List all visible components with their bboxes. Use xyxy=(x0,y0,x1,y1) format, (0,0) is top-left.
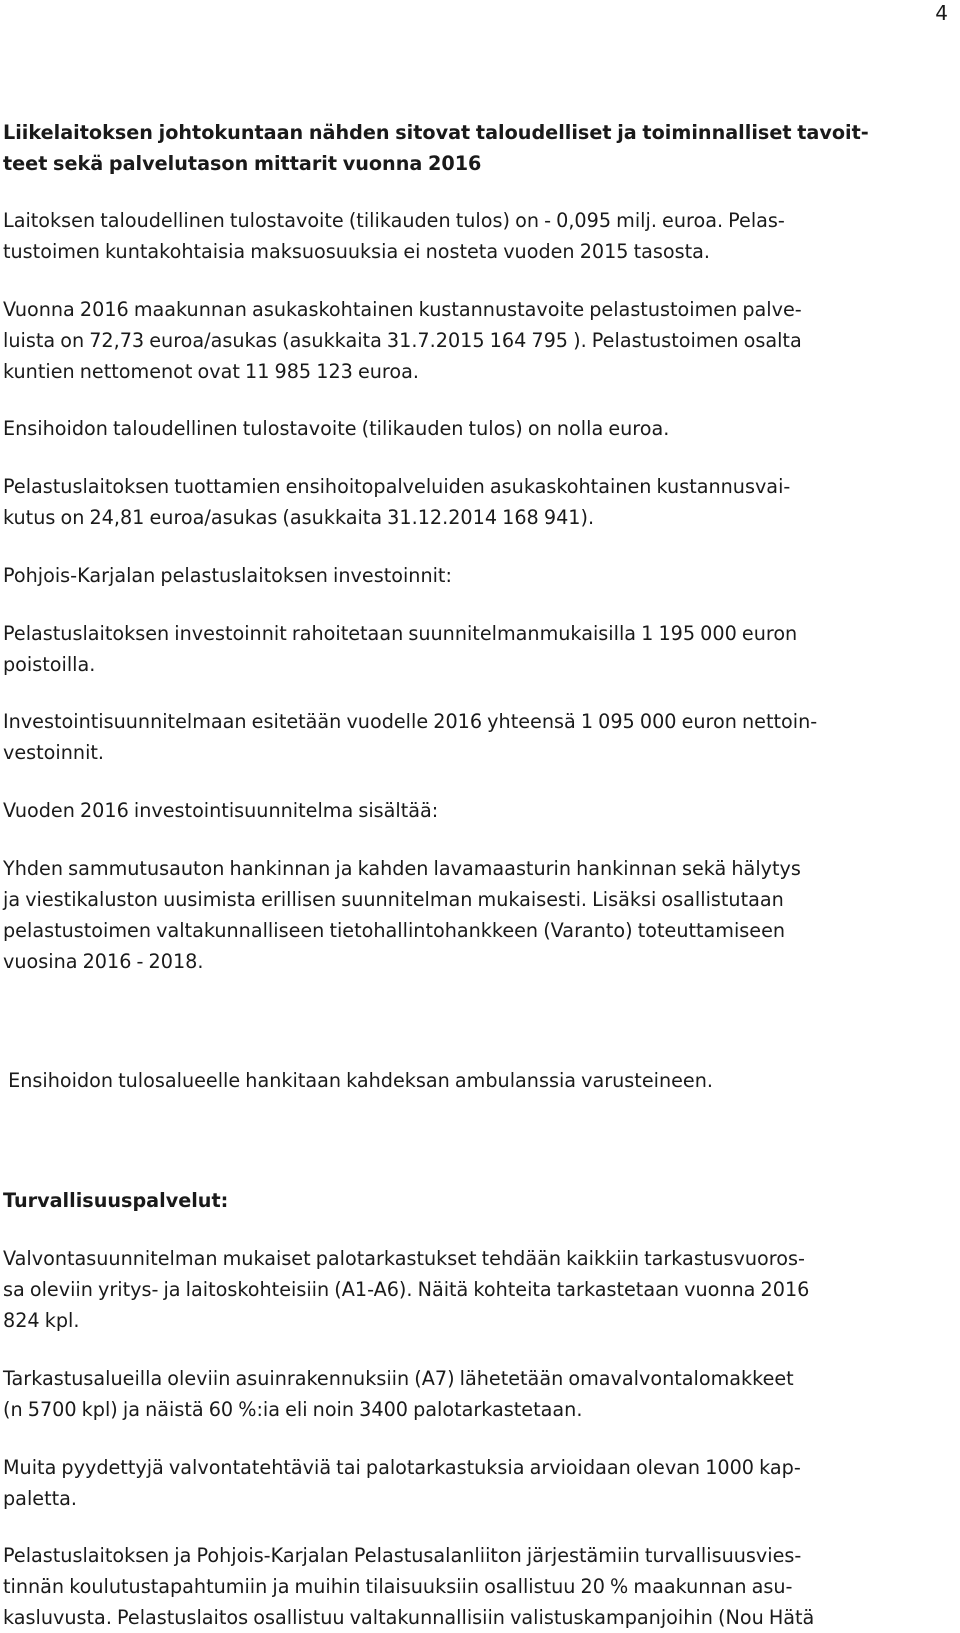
text-line: kutus on 24,81 euroa/asukas (asukkaita 31.12.2014 168 941). xyxy=(3,506,595,529)
text-line: pelastustoimen valtakunnalliseen tietohallintohankkeen (Varanto) toteuttamiseen xyxy=(3,919,786,942)
heading-line: teet sekä palvelutason mittarit vuonna 2016 xyxy=(3,152,482,175)
text-line: vuosina 2016 - 2018. xyxy=(3,950,204,973)
text-line: kasluvusta. Pelastuslaitos osallistuu valtakunnallisiin valistuskampanjoihin (Nou Hätä xyxy=(3,1606,815,1629)
text-line: Valvontasuunnitelman mukaiset palotarkastukset tehdään kaikkiin tarkastusvuoros- xyxy=(3,1247,805,1270)
section-title xyxy=(3,1185,888,1216)
text-line: sa oleviin yritys- ja laitoskohteisiin (A1-A6). Näitä kohteita tarkastetaan vuonna 2016 xyxy=(3,1278,810,1301)
paragraph-plan-contents-heading xyxy=(3,795,888,826)
document-body xyxy=(3,117,888,1633)
paragraph-safety-communication xyxy=(3,1540,888,1633)
text-line: Tarkastusalueilla oleviin asuinrakennuksiin (A7) lähetetään omavalvontalomakkeet xyxy=(3,1367,794,1390)
text-line: tinnän koulutustapahtumiin ja muihin tilaisuuksiin osallistuu 20 % maakunnan asu- xyxy=(3,1575,793,1598)
text-line: ja viestikaluston uusimista erillisen suunnitelman mukaisesti. Lisäksi osallistutaan xyxy=(3,888,784,911)
page-heading xyxy=(3,117,888,179)
text-line: tustoimen kuntakohtaisia maksuosuuksia ei nosteta vuoden 2015 tasosta. xyxy=(3,240,711,263)
paragraph-operating-target xyxy=(3,205,888,267)
text-line: vestoinnit. xyxy=(3,741,105,764)
paragraph-ems-cost xyxy=(3,471,888,533)
text-line: Pelastuslaitoksen investoinnit rahoitetaan suunnitelmanmukaisilla 1 195 000 euron xyxy=(3,622,798,645)
paragraph-other-tasks xyxy=(3,1452,888,1514)
text-line: Ensihoidon tulosalueelle hankitaan kahdeksan ambulanssia varusteineen. xyxy=(3,1069,713,1092)
paragraph-ems-target xyxy=(3,413,888,444)
text-line: (n 5700 kpl) ja näistä 60 %:ia eli noin 3400 palotarkastetaan. xyxy=(3,1398,583,1421)
paragraph-plan-contents xyxy=(3,853,888,977)
heading-line: Liikelaitoksen johtokuntaan nähden sitovat taloudelliset ja toiminnalliset tavoit- xyxy=(3,121,869,144)
text-line: Ensihoidon taloudellinen tulostavoite (tilikauden tulos) on nolla euroa. xyxy=(3,417,670,440)
text-line: Muita pyydettyjä valvontatehtäviä tai palotarkastuksia arvioidaan olevan 1000 kap- xyxy=(3,1456,801,1479)
paragraph-investment-plan xyxy=(3,706,888,768)
text-line: poistoilla. xyxy=(3,653,96,676)
paragraph-investment-funding xyxy=(3,618,888,680)
text-line: Investointisuunnitelmaan esitetään vuodelle 2016 yhteensä 1 095 000 euron nettoin- xyxy=(3,710,818,733)
paragraph-cost-target xyxy=(3,294,888,387)
text-line: Pelastuslaitoksen ja Pohjois-Karjalan Pelastusalanliiton järjestämiin turvallisuusvies- xyxy=(3,1544,802,1567)
text-line: Vuoden 2016 investointisuunnitelma sisältää: xyxy=(3,799,439,822)
text-line: kuntien nettomenot ovat 11 985 123 euroa. xyxy=(3,360,419,383)
text-line: paletta. xyxy=(3,1487,77,1510)
text-line: Pohjois-Karjalan pelastuslaitoksen investoinnit: xyxy=(3,564,452,587)
paragraph-investments-heading xyxy=(3,560,888,591)
text-line: Pelastuslaitoksen tuottamien ensihoitopalveluiden asukaskohtainen kustannusvai- xyxy=(3,475,791,498)
paragraph-ambulances xyxy=(3,1003,888,1158)
page-number: 4 xyxy=(935,1,948,25)
section-title-text: Turvallisuuspalvelut: xyxy=(3,1189,229,1212)
text-line: Vuonna 2016 maakunnan asukaskohtainen kustannustavoite pelastustoimen palve- xyxy=(3,298,802,321)
text-line: Yhden sammutusauton hankinnan ja kahden lavamaasturin hankinnan sekä hälytys xyxy=(3,857,801,880)
text-line: luista on 72,73 euroa/asukas (asukkaita 31.7.2015 164 795 ). Pelastustoimen osalta xyxy=(3,329,802,352)
text-line: Laitoksen taloudellinen tulostavoite (tilikauden tulos) on - 0,095 milj. euroa. Pelas- xyxy=(3,209,785,232)
paragraph-self-monitoring xyxy=(3,1363,888,1425)
paragraph-inspections xyxy=(3,1243,888,1336)
text-line: 824 kpl. xyxy=(3,1309,80,1332)
